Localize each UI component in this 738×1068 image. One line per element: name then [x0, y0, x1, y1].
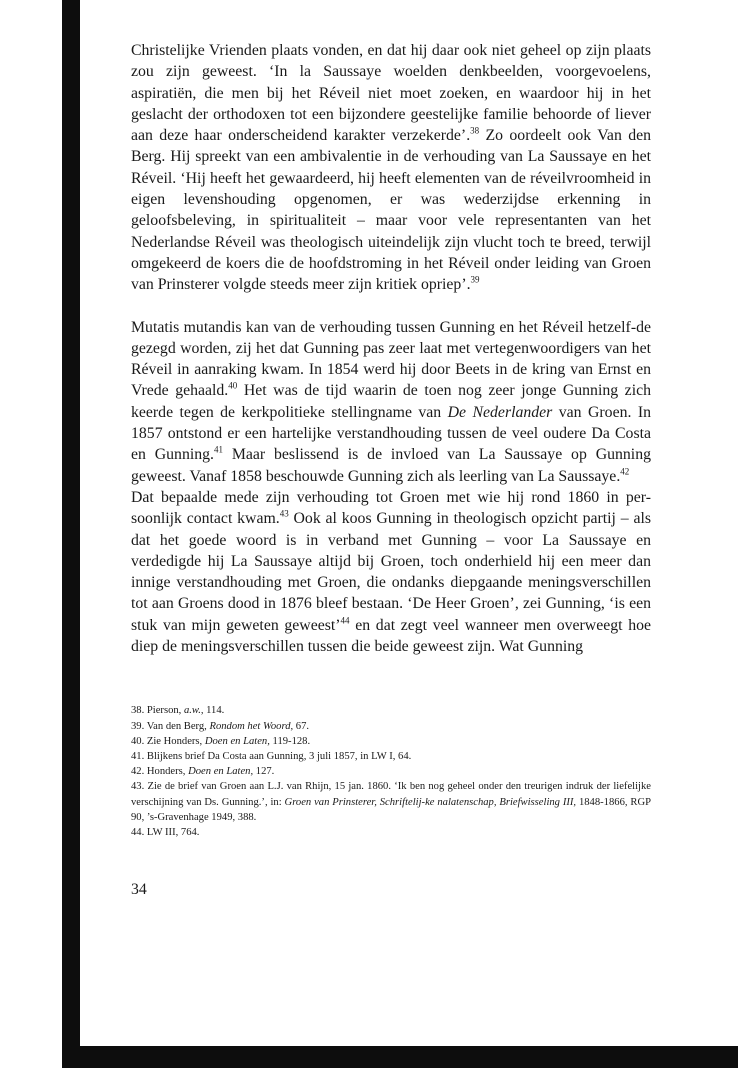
footnote-39: 39. Van den Berg, Rondom het Woord, 67.: [131, 720, 310, 732]
body-paragraph-3: Dat bepaalde mede zijn verhouding tot Groen met wie hij rond 1860 in per-soonlijk contact kwam.$^{43}$ Ook al koos Gunning in theologisch opzicht partij – als dat het goede woord is in verband met Gunning – voor La Saussaye en verdedigde hij La Saussaye altijd bij Groen, toch onderhield hij een meer dan innige verstandhouding met Groen, die ondanks diepgaande meningsverschillen tot aan Groens dood in 1876 bleef bestaan. ‘De Heer Groen’, zei Gunning, ‘is een stuk van mijn geweten geweest’$^{44}$ en dat zegt veel wanneer men overweegt hoe diep de meningsverschillen tussen die beide geweest zijn. Wat Gunning: [131, 488, 652, 656]
footnotes: [131, 703, 651, 840]
page-content: [131, 40, 651, 900]
footnote-43: 43. Zie de brief van Groen aan L.J. van Rhijn, 15 jan. 1860. ‘Ik ben nog geheel onder den treurigen indruk der liefelijke verschijning van Ds. Gunning.’, in: Groen van Prinsterer, Schriftelij-ke nalatenschap, Briefwisseling III, 1848-1866, RGP 90, ’s-Gravenhage 1949, 388.: [131, 781, 651, 823]
footnote-44: 44. LW III, 764.: [131, 826, 200, 838]
body-paragraph-1: Christelijke Vrienden plaats vonden, en dat hij daar ook niet geheel op zijn plaats zou zijn geweest. ‘In la Saussaye woelden denkbeelden, voorgevoelens, aspiratiën, die men bij het Réveil niet moet zoeken, en waardoor hij in het geslacht der orthodoxen tot een bijzondere geestelijke familie behoorde of liever aan deze haar onderscheidend karakter verzekerde’.$^{38}$ Zo oordeelt ook Van den Berg. Hij spreekt van een ambivalentie in de verhouding van La Saussaye en het Réveil. ‘Hij heeft het gewaardeerd, hij heeft elementen van de réveilvroomheid in eigen levenshouding opgenomen, er was wederzijdse erkenning in geloofsbeleving, in spiritualiteit – maar voor vele representanten van het Nederlandse Réveil was theologisch uiteindelijk zijn vlucht toch te breed, terwijl omgekeerd de koers die de hoofdstroming in het Réveil onder leiding van Groen van Prinsterer volgde steeds meer zijn kritiek opriep’.$^{39}$: [131, 42, 651, 294]
body-paragraph-2: Mutatis mutandis kan van de verhouding tussen Gunning en het Réveil hetzelf-de gezegd worden, zij het dat Gunning pas zeer laat met vertegenwoordigers van het Réveil in aanraking kwam. In 1854 werd hij door Beets in de kring van Ernst en Vrede gehaald.$^{40}$ Het was de tijd waarin de toen nog zeer jonge Gunning zich keerde tegen de kerkpolitieke stellingname van De Nederlander van Groen. In 1857 ontstond er een hartelijke verstandhouding tussen de veel oudere Da Costa en Gunning.$^{41}$ Maar beslissend is de invloed van La Saussaye op Gunning geweest. Vanaf 1858 beschouwde Gunning zich als leerling van La Saussaye.$^{42}$: [131, 318, 652, 485]
page-number: 34: [131, 881, 147, 899]
footnote-ref-39: 39: [470, 275, 480, 285]
footnote-ref-38: 38: [470, 125, 480, 136]
footnote-38: 38. Pierson, a.w., 114.: [131, 705, 225, 717]
footnote-ref-40: 40: [228, 381, 238, 392]
footnote-40: 40. Zie Honders, Doen en Laten, 119-128.: [131, 735, 311, 747]
footnote-42: 42. Honders, Doen en Laten, 127.: [131, 766, 275, 778]
footnote-ref-41: 41: [214, 445, 223, 456]
footnote-ref-43: 43: [279, 508, 289, 519]
footnote-ref-44: 44: [340, 615, 350, 626]
scan-border-bottom: [62, 1046, 738, 1068]
footnote-41: 41. Blijkens brief Da Costa aan Gunning, 3 juli 1857, in LW I, 64.: [131, 750, 412, 762]
footnote-ref-42: 42: [620, 466, 630, 477]
scan-border-left: [62, 0, 80, 1068]
